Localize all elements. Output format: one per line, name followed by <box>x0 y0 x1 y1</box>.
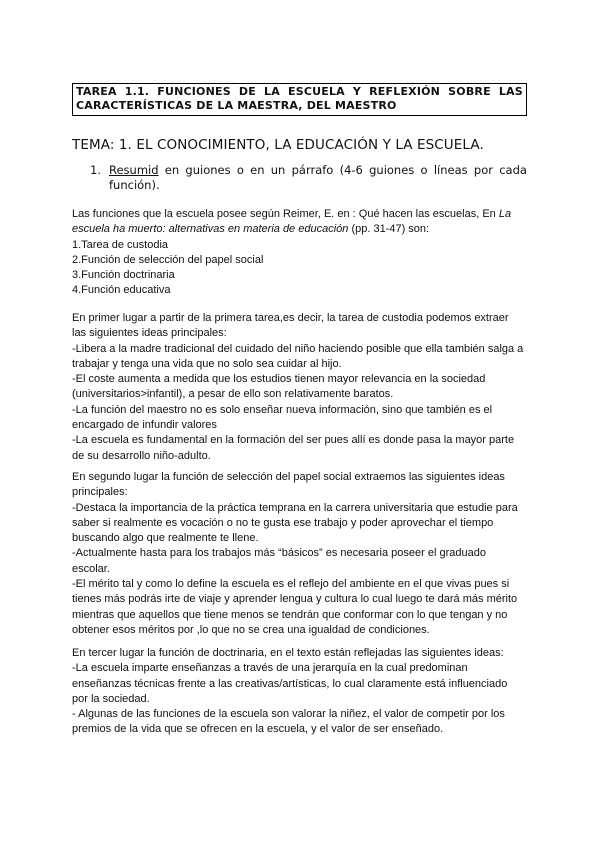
paragraph-line: tienes más podrás irte de viaje y aprender lengua y cultura lo cual luego te dará más mérito <box>72 593 518 606</box>
task-word: guiones <box>369 163 415 177</box>
paragraph-line: saber si realmente es vocación o no te gusta ese trabajo y poder aprovechar el tiempo <box>72 516 494 529</box>
custody-section <box>72 311 532 464</box>
title-word: ESCUELA <box>287 85 345 98</box>
task-text-line-2: función). <box>109 178 160 192</box>
task-word: o <box>236 163 244 177</box>
function-list-item: 1.Tarea de custodia <box>72 238 169 251</box>
task-word: un <box>270 163 286 177</box>
book-title-part-1: La <box>498 208 512 220</box>
title-word: LAS <box>498 85 523 98</box>
paragraph-line: escolar. <box>72 562 110 575</box>
task-word: cada <box>499 163 527 177</box>
task-word: párrafo <box>291 163 334 177</box>
task-word: o <box>420 163 428 177</box>
social-selection-section <box>72 470 532 638</box>
title-word: DE <box>238 85 256 98</box>
task-number: 1. <box>90 163 101 177</box>
paragraph-line: En primer lugar a partir de la primera tarea,es decir, la tarea de custodia podemos extraer <box>72 312 509 324</box>
paragraph-line: En tercer lugar la función de doctrinaria, en el texto están reflejadas las siguientes ideas: <box>72 647 504 659</box>
paragraph-line: premios de la vida que se ofrecen en la escuela, y el valor de ser enseñado. <box>72 723 444 736</box>
paragraph-line: -El mérito tal y como lo define la escuela es el reflejo del ambiente en el que vivas pues si <box>72 578 510 591</box>
title-word: FUNCIONES <box>157 85 231 98</box>
title-word: REFLEXIÓN <box>369 85 441 98</box>
function-list-item: 3.Función doctrinaria <box>72 269 175 282</box>
paragraph-line: las siguientes ideas principales: <box>72 327 227 340</box>
title-word: 1.1. <box>124 85 150 98</box>
page-reference: (pp. 31-47) son: <box>348 223 430 236</box>
task-word: Resumid <box>109 163 159 177</box>
function-list-item: 4.Función educativa <box>72 284 171 297</box>
paragraph-line: mientras que aquellos que tiene menos se tendrán que conformar con lo que tengan y no <box>72 608 508 621</box>
task-word: en <box>164 163 180 177</box>
paragraph-line: principales: <box>72 486 128 499</box>
task-word: guiones <box>185 163 231 177</box>
assignment-title-box <box>72 83 527 116</box>
title-word: TAREA <box>76 85 117 98</box>
paragraph-line: encargado de infundir valores <box>72 419 217 432</box>
task-word: en <box>250 163 265 177</box>
task-word: líneas <box>433 163 468 177</box>
paragraph-line: (universitarios>infantil), a pesar de ello son relativamente baratos. <box>72 388 394 401</box>
paragraph-line: por la sociedad. <box>72 692 150 705</box>
book-title-part-2: escuela ha muerto: alternativas en materia de educación <box>72 223 349 236</box>
function-list-item: 2.Función de selección del papel social <box>72 253 264 266</box>
intro-line-1 <box>72 207 532 222</box>
paragraph-line: -La escuela imparte enseñanzas a través de una jerarquía en la cual predominan <box>72 662 468 675</box>
paragraph-line: buscando algo que realmente te llene. <box>72 532 259 545</box>
paragraph-line: -Libera a la madre tradicional del cuidado del niño haciendo posible que ella también salga a <box>72 342 524 355</box>
task-text-line-1 <box>109 163 527 178</box>
paragraph-line: - Algunas de las funciones de la escuela son valorar la niñez, el valor de competir por los <box>72 708 505 721</box>
functions-intro-section <box>72 207 532 299</box>
paragraph-line: -El coste aumenta a medida que los estudios tienen mayor relevancia en la sociedad <box>72 373 486 386</box>
title-word: LA <box>264 85 280 98</box>
paragraph-line: -La escuela es fundamental en la formación del ser pues allí es donde pasa la mayor parte <box>72 434 515 447</box>
paragraph-line: -Destaca la importancia de la práctica temprana en la carrera universitaria que estudie para <box>72 501 518 514</box>
title-word: Y <box>352 85 362 98</box>
task-word: por <box>473 163 493 177</box>
paragraph-line: enseñanzas técnicas frente a las creativas/artísticas, lo cual claramente está influenciado <box>72 677 508 690</box>
paragraph-line: obtener esos méritos por ,lo que no se crea una igualdad de condiciones. <box>72 623 430 636</box>
title-word: SOBRE <box>448 85 491 98</box>
paragraph-line: trabajar y tenga una vida que no solo sea cuidar al hijo. <box>72 357 342 370</box>
assignment-title-line-1 <box>76 85 523 99</box>
topic-heading: TEMA: 1. EL CONOCIMIENTO, LA EDUCACIÓN Y LA ESCUELA. <box>72 137 484 153</box>
assignment-title-line-2: CARACTERÍSTICAS DE LA MAESTRA, DEL MAESTRO <box>76 99 397 112</box>
paragraph-line: -La función del maestro no es solo enseñar nueva información, sino que también es el <box>72 403 493 416</box>
paragraph-line: -Actualmente hasta para los trabajos más “básicos” es necesaria poseer el graduado <box>72 547 486 560</box>
paragraph-line: En segundo lugar la función de selección del papel social extraemos las siguientes ideas <box>72 471 505 483</box>
doctrinaire-section <box>72 646 532 738</box>
task-word: (4-6 <box>339 163 363 177</box>
intro-text: Las funciones que la escuela posee según Reimer, E. en : Qué hacen las escuelas, En <box>72 208 499 220</box>
task-instruction <box>90 163 527 193</box>
task-text <box>109 163 527 193</box>
paragraph-line: de su desarrollo niño-adulto. <box>72 449 211 462</box>
intro-line-2 <box>72 222 532 237</box>
